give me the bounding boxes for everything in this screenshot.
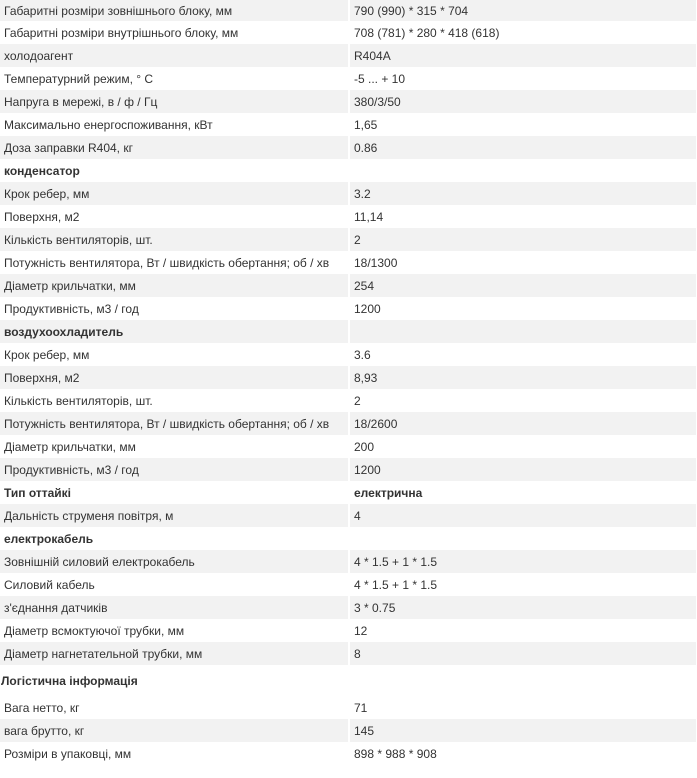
logistics-body xyxy=(0,696,697,765)
spec-label: Кількість вентиляторів, шт. xyxy=(0,228,349,251)
spec-value: 18/2600 xyxy=(349,412,697,435)
spec-label: Крок ребер, мм xyxy=(0,182,349,205)
section-header-value: електрична xyxy=(349,481,697,504)
spec-label: Габаритні розміри зовнішнього блоку, мм xyxy=(0,0,349,21)
spec-row xyxy=(0,435,697,458)
spec-value: 12 xyxy=(349,619,697,642)
spec-row xyxy=(0,113,697,136)
spec-value: -5 ... + 10 xyxy=(349,67,697,90)
spec-row xyxy=(0,412,697,435)
section-header-row xyxy=(0,320,697,343)
spec-row xyxy=(0,228,697,251)
spec-value: 145 xyxy=(349,719,697,742)
section-header-label: воздухоохладитель xyxy=(0,320,349,343)
section-header-value xyxy=(349,159,697,182)
spec-row xyxy=(0,297,697,320)
spec-label: Крок ребер, мм xyxy=(0,343,349,366)
spec-row xyxy=(0,742,697,765)
spec-label: вага брутто, кг xyxy=(0,719,349,742)
spec-row xyxy=(0,274,697,297)
spec-value: 2 xyxy=(349,389,697,412)
spec-value: 380/3/50 xyxy=(349,90,697,113)
spec-row xyxy=(0,251,697,274)
spec-value: 708 (781) * 280 * 418 (618) xyxy=(349,21,697,44)
spec-value: 1,65 xyxy=(349,113,697,136)
spec-row xyxy=(0,343,697,366)
spec-value: 8,93 xyxy=(349,366,697,389)
spec-value: R404A xyxy=(349,44,697,67)
spec-value: 71 xyxy=(349,696,697,719)
section-header-row xyxy=(0,481,697,504)
spec-value: 18/1300 xyxy=(349,251,697,274)
spec-row xyxy=(0,366,697,389)
spec-value: 8 xyxy=(349,642,697,665)
spec-label: Поверхня, м2 xyxy=(0,366,349,389)
logistics-table xyxy=(0,696,697,765)
spec-row xyxy=(0,458,697,481)
spec-value: 0.86 xyxy=(349,136,697,159)
spec-label: Потужність вентилятора, Вт / швидкість обертання; об / хв xyxy=(0,251,349,274)
spec-label: Розміри в упаковці, мм xyxy=(0,742,349,765)
section-header-label: електрокабель xyxy=(0,527,349,550)
spec-value: 4 xyxy=(349,504,697,527)
spec-row xyxy=(0,205,697,228)
spec-row xyxy=(0,67,697,90)
spec-label: Дальність струменя повітря, м xyxy=(0,504,349,527)
spec-label: Кількість вентиляторів, шт. xyxy=(0,389,349,412)
spec-label: Потужність вентилятора, Вт / швидкість обертання; об / хв xyxy=(0,412,349,435)
spec-label: Діаметр всмоктуючої трубки, мм xyxy=(0,619,349,642)
spec-value: 1200 xyxy=(349,297,697,320)
spec-label: Продуктивність, м3 / год xyxy=(0,458,349,481)
spec-label: Максимально енергоспоживання, кВт xyxy=(0,113,349,136)
spec-row xyxy=(0,21,697,44)
spec-value: 4 * 1.5 + 1 * 1.5 xyxy=(349,550,697,573)
spec-label: Діаметр крильчатки, мм xyxy=(0,274,349,297)
spec-label: Напруга в мережі, в / ф / Гц xyxy=(0,90,349,113)
spec-value: 3 * 0.75 xyxy=(349,596,697,619)
spec-row xyxy=(0,619,697,642)
spec-value: 3.2 xyxy=(349,182,697,205)
spec-label: холодоагент xyxy=(0,44,349,67)
spec-row xyxy=(0,550,697,573)
section-header-label: конденсатор xyxy=(0,159,349,182)
spec-value: 898 * 988 * 908 xyxy=(349,742,697,765)
section-header-value xyxy=(349,527,697,550)
spec-row xyxy=(0,136,697,159)
spec-row xyxy=(0,44,697,67)
spec-row xyxy=(0,573,697,596)
spec-value: 2 xyxy=(349,228,697,251)
spec-row xyxy=(0,504,697,527)
section-header-row xyxy=(0,159,697,182)
spec-row xyxy=(0,389,697,412)
logistics-title: Логістична інформація xyxy=(1,674,138,688)
spec-value: 200 xyxy=(349,435,697,458)
spec-label: Температурний режим, ° С xyxy=(0,67,349,90)
spec-label: Зовнішній силовий електрокабель xyxy=(0,550,349,573)
spec-label: Продуктивність, м3 / год xyxy=(0,297,349,320)
spec-label: Силовий кабель xyxy=(0,573,349,596)
spec-value: 790 (990) * 315 * 704 xyxy=(349,0,697,21)
spec-label: Поверхня, м2 xyxy=(0,205,349,228)
spec-row xyxy=(0,696,697,719)
section-header-label: Тип оттайкі xyxy=(0,481,349,504)
section-header-row xyxy=(0,527,697,550)
spec-row xyxy=(0,596,697,619)
spec-label: Діаметр нагнетательной трубки, мм xyxy=(0,642,349,665)
spec-value: 254 xyxy=(349,274,697,297)
spec-row xyxy=(0,0,697,21)
spec-row xyxy=(0,182,697,205)
spec-row xyxy=(0,642,697,665)
spec-label: з'єднання датчиків xyxy=(0,596,349,619)
spec-value: 11,14 xyxy=(349,205,697,228)
spec-value: 1200 xyxy=(349,458,697,481)
spec-label: Вага нетто, кг xyxy=(0,696,349,719)
spec-value: 3.6 xyxy=(349,343,697,366)
spec-label: Доза заправки R404, кг xyxy=(0,136,349,159)
spec-value: 4 * 1.5 + 1 * 1.5 xyxy=(349,573,697,596)
section-header-value xyxy=(349,320,697,343)
spec-row xyxy=(0,719,697,742)
spec-label: Габаритні розміри внутрішнього блоку, мм xyxy=(0,21,349,44)
spec-label: Діаметр крильчатки, мм xyxy=(0,435,349,458)
spec-row xyxy=(0,90,697,113)
